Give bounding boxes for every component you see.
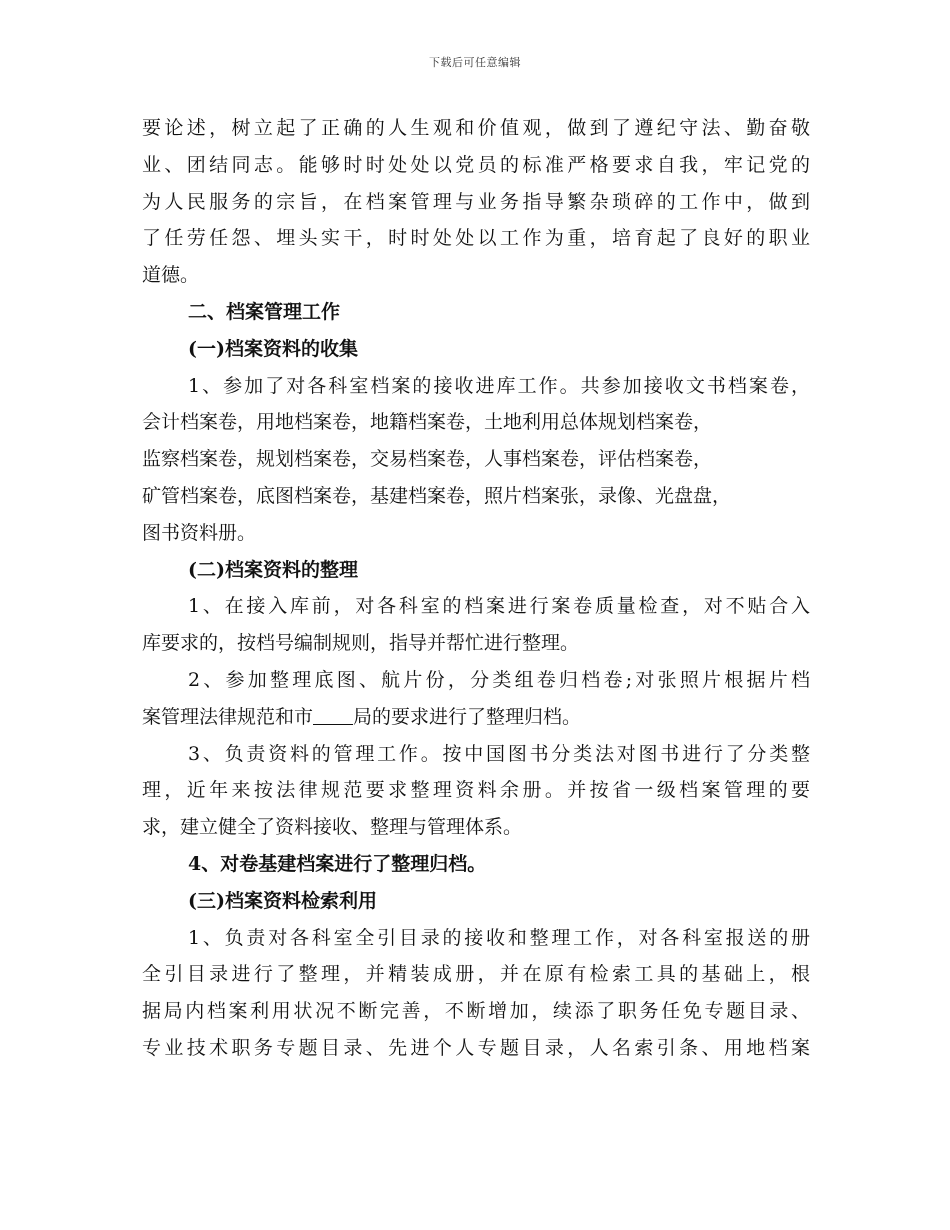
line-part: 案管理法律规范和市 (142, 705, 314, 728)
paragraph-line: 业、团结同志。能够时时处处以党员的标准严格要求自我，牢记党的 (142, 153, 810, 176)
paragraph-line: 理，近年来按法律规范要求整理资料余册。并按省一级档案管理的要 (142, 779, 810, 802)
line-part: 局的要求进行了整理归档。 (353, 705, 582, 728)
paragraph-line: 专业技术职务专题目录、先进个人专题目录，人名索引条、用地档案 (142, 1036, 810, 1059)
paragraph-line: 1、在接入库前，对各科室的档案进行案卷质量检查，对不贴合入 (188, 595, 810, 618)
paragraph-line: 为人民服务的宗旨，在档案管理与业务指导繁杂琐碎的工作中，做到 (142, 190, 810, 213)
paragraph-line: 求，建立健全了资料接收、整理与管理体系。 (142, 816, 523, 839)
paragraph-line: 了任劳任怨、埋头实干，时时处处以工作为重，培育起了良好的职业 (142, 227, 810, 250)
paragraph-line: 道德。 (142, 264, 200, 287)
paragraph-line: 1、负责对各科室全引目录的接收和整理工作，对各科室报送的册 (188, 926, 810, 949)
paragraph-line: 据局内档案利用状况不断完善，不断增加，续添了职务任免专题目录、 (142, 1000, 810, 1023)
subsection-heading: (三)档案资料检索利用 (188, 889, 377, 912)
fill-blank (313, 704, 353, 725)
paragraph-line: 要论述，树立起了正确的人生观和价值观，做到了遵纪守法、勤奋敬 (142, 117, 810, 139)
paragraph-line: 监察档案卷，规划档案卷，交易档案卷，人事档案卷，评估档案卷， (142, 448, 713, 471)
paragraph-line: 全引目录进行了整理，并精装成册，并在原有检索工具的基础上，根 (142, 963, 810, 986)
paragraph-line: 矿管档案卷，底图档案卷，基建档案卷，照片档案张，录像、光盘盘， (142, 484, 732, 507)
paragraph-line: 库要求的，按档号编制规则，指导并帮忙进行整理。 (142, 632, 580, 655)
paragraph-line: 2、参加整理底图、航片份，分类组卷归档卷;对张照片根据片档 (188, 668, 810, 691)
paragraph-line: 会计档案卷，用地档案卷，地籍档案卷，土地利用总体规划档案卷， (142, 411, 713, 434)
subsection-heading: (二)档案资料的整理 (188, 558, 358, 581)
bold-paragraph-line: 4、对卷基建档案进行了整理归档。 (188, 852, 487, 875)
paragraph-line: 图书资料册。 (142, 521, 257, 544)
paragraph-line-with-blank (142, 699, 810, 736)
paragraph-line: 3、负责资料的管理工作。按中国图书分类法对图书进行了分类整 (188, 742, 810, 765)
document-body (142, 110, 810, 1067)
section-heading: 二、档案管理工作 (188, 300, 341, 323)
subsection-heading: (一)档案资料的收集 (188, 337, 358, 360)
paragraph-line: 1、参加了对各科室档案的接收进库工作。共参加接收文书档案卷， (188, 374, 810, 397)
page-header: 下载后可任意编辑 (429, 56, 521, 69)
